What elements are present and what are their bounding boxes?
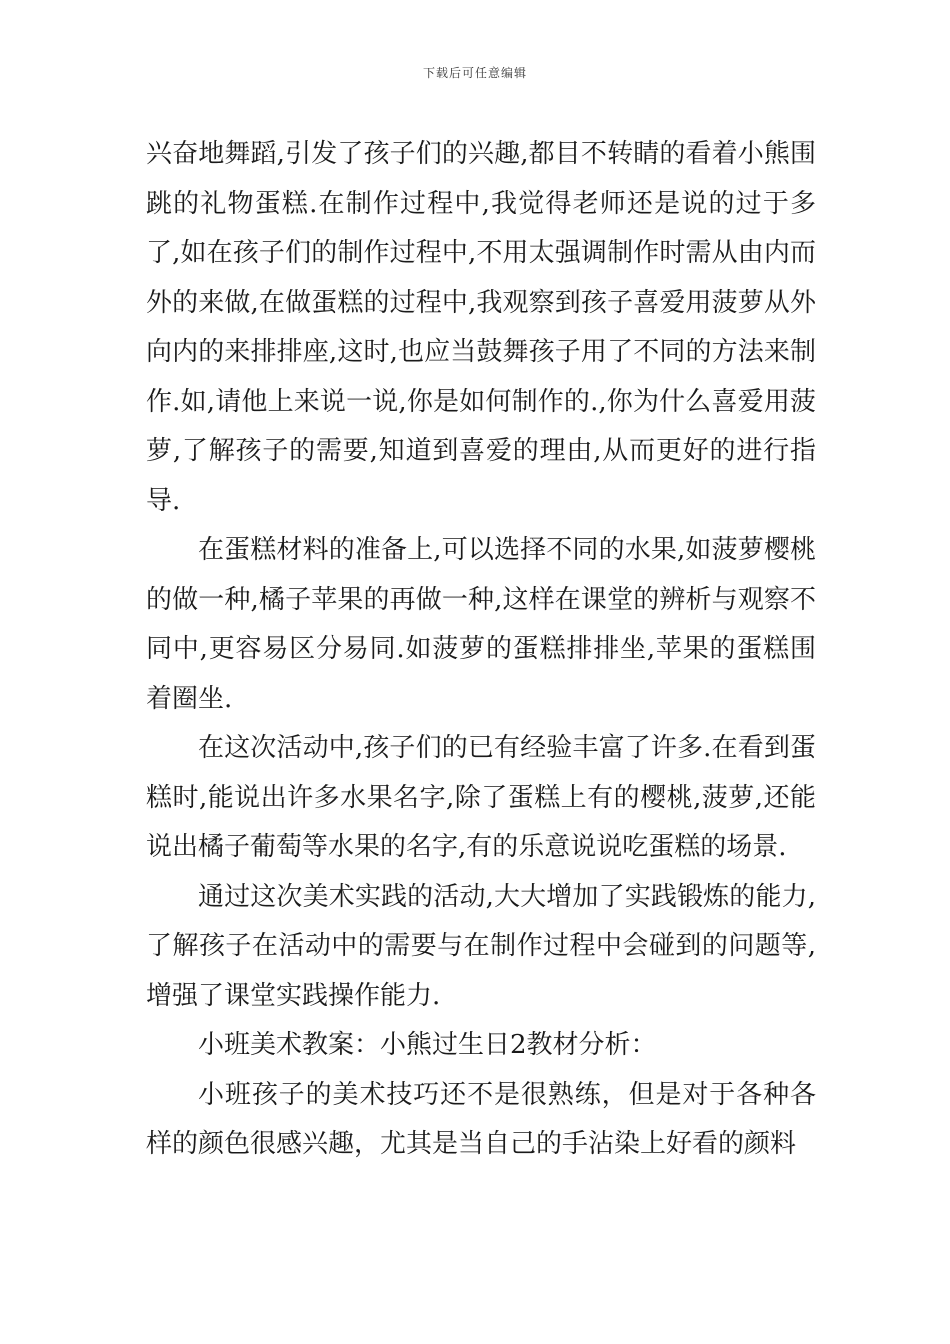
paragraph-4: 通过这次美术实践的活动,大大增加了实践锻炼的能力,了解孩子在活动中的需要与在制作过程中会碰到的问题等,增强了课堂实践操作能力. [146, 881, 816, 1011]
paragraph-1: 兴奋地舞蹈,引发了孩子们的兴趣,都目不转睛的看着小熊围跳的礼物蛋糕.在制作过程中,我觉得老师还是说的过于多了,如在孩子们的制作过程中,不用太强调制作时需从由内而外的来做,在做蛋糕的过程中,我观察到孩子喜爱用菠萝从外向内的来排排座,这时,也应当鼓舞孩子用了不同的方法来制作.如,请他上来说一说,你是如何制作的.,你为什么喜爱用菠萝,了解孩子的需要,知道到喜爱的理由,从而更好的进行指导. [146, 139, 816, 516]
document-body [146, 130, 816, 1170]
page-header: 下载后可任意编辑 [422, 66, 527, 80]
paragraph-5: 小班美术教案：小熊过生日2教材分析： [198, 1030, 657, 1060]
paragraph-6: 小班孩子的美术技巧还不是很熟练，但是对于各种各样的颜色很感兴趣，尤其是当自己的手沾染上好看的颜料 [146, 1079, 816, 1159]
paragraph-3: 在这次活动中,孩子们的已有经验丰富了许多.在看到蛋糕时,能说出许多水果名字,除了蛋糕上有的樱桃,菠萝,还能说出橘子葡萄等水果的名字,有的乐意说说吃蛋糕的场景. [146, 733, 816, 862]
paragraph-2: 在蛋糕材料的准备上,可以选择不同的水果,如菠萝樱桃的做一种,橘子苹果的再做一种,这样在课堂的辨析与观察不同中,更容易区分易同.如菠萝的蛋糕排排坐,苹果的蛋糕围着圈坐. [146, 535, 816, 714]
